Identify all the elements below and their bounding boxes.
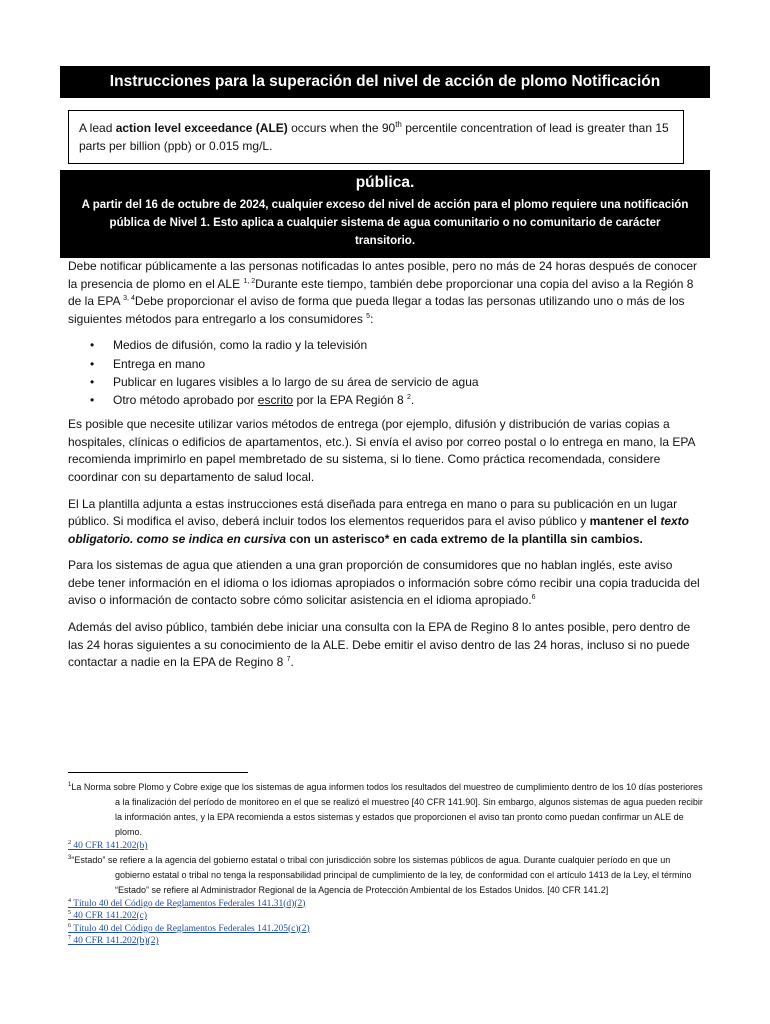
p5-end: . [290, 655, 294, 670]
p5-text: Además del aviso público, también debe iniciar una consulta con la EPA de Regino 8 lo antes posible, pero dentro de las 24 horas siguientes a su conocimiento de la ALE. Debe emitir el aviso dentro de las 24 horas, incluso si no puede contactar a nadie en la EPA de Regino 8 [68, 620, 691, 670]
footnote-number: 6 [68, 922, 71, 929]
p4-text: Para los sistemas de agua que atienden a una gran proporción de consumidores que no hablan inglés, este aviso debe tener información en el idioma o los idiomas apropiados o información sobre cómo recibir una copia traducida del aviso o información de contacto sobre cómo solicitar asistencia en el idioma apropiado. [68, 558, 700, 608]
list-item-end: . [410, 392, 415, 407]
paragraph-multiple-methods: Es posible que necesite utilizar varios métodos de entrega (por ejemplo, difusión y distribución de varias copias a hospitales, clínicas o edificios de apartamentos, etc.). Si envía el aviso por correo postal o lo entrega en mano, la EPA recomienda imprimirlo en papel membretado de su sistema, si lo tiene. Como práctica recomendada, considere coordinar con su departamento de salud local. [68, 417, 695, 484]
page-title-text: Instrucciones para la superación del nivel de acción de plomo Notificación [109, 73, 661, 90]
p1-text-c: Debe proporcionar el aviso de forma que pueda llegar a todas las personas utilizando uno o más de los siguientes métodos para entregarlo a los consumidores [68, 294, 685, 326]
footnote-number: 7 [68, 934, 71, 941]
footnote-ref-3-4[interactable]: 3, 4 [123, 295, 135, 303]
notice-heading: pública. [355, 174, 415, 191]
list-item-text-post: por la EPA Región 8 [293, 392, 407, 407]
footnote-number: 3 [68, 854, 72, 861]
paragraph-language [68, 557, 702, 610]
list-item [68, 337, 702, 355]
definition-term: action level exceedance (ALE) [115, 121, 288, 135]
footnote-5 [68, 910, 704, 923]
footnote-ref-6[interactable]: 6 [531, 594, 536, 602]
p3-text-a: El La plantilla adjunta a estas instrucciones está diseñada para entrega en mano o para su publicación en un lugar público. Si modifica el aviso, deberá incluir todos los elementos requeridos para el aviso público y [68, 496, 678, 529]
bullet-icon: • [90, 374, 95, 389]
footnote-6 [68, 923, 704, 936]
definition-post: percentile concentration of lead is greater than 15 parts per billion (ppb) or 0.015 mg/L. [79, 121, 669, 153]
list-item [68, 356, 702, 374]
footnote-number: 5 [68, 909, 71, 916]
footnote-4 [68, 898, 704, 911]
footnote-link[interactable]: 40 CFR 141.202(b)(2) [73, 936, 159, 946]
footnote-ref-7[interactable]: 7 [286, 656, 291, 664]
definition-box [68, 110, 684, 164]
notice-text: A partir del 16 de octubre de 2024, cualquier exceso del nivel de acción para el plomo requiere una notificación pública de Nivel 1. Esto aplica a cualquier sistema de agua comunitario o no comunitario de carácter transitorio. [81, 199, 689, 247]
footnote-link[interactable]: Título 40 del Código de Reglamentos Federales 141.31(d)(2) [73, 898, 306, 909]
paragraph-notify [68, 258, 702, 328]
paragraph-consultation [68, 619, 702, 672]
footnote-ref-2[interactable]: 2 [406, 393, 411, 401]
bullet-icon: • [90, 338, 95, 353]
list-item-text: Medios de difusión, como la radio y la televisión [113, 338, 368, 353]
footnote-3 [68, 853, 704, 898]
p3-bold-italic: texto obligatorio. como se indica en cursiva [68, 514, 689, 546]
footnote-1 [68, 780, 704, 840]
footnote-text: La Norma sobre Plomo y Cobre exige que los sistemas de agua informen todos los resultados del muestreo de cumplimiento dentro de los 10 días posteriores a la finalización del período de monitoreo en el que se realizó el muestreo [40 CFR 141.90]. Sin embargo, algunos sistemas de agua pueden recibir la información antes, y la EPA recomienda a estos sistemas y estados que proporcionen el aviso tan pronto como puedan confirmar un ALE de plomo. [71, 782, 703, 837]
list-item-text: Otro método aprobado por [113, 392, 258, 407]
list-item [68, 392, 702, 410]
p3-bold-b: mantener el [589, 514, 661, 529]
footnote-ref-5[interactable]: 5 [366, 312, 371, 320]
list-item [68, 374, 702, 392]
footnote-7 [68, 935, 704, 948]
footnote-divider [68, 772, 248, 773]
list-item-text: Publicar en lugares visibles a lo largo de su área de servicio de agua [113, 374, 479, 389]
paragraph-template [68, 496, 702, 549]
main-content [68, 258, 702, 681]
footnote-link[interactable]: 40 CFR 141.202(c) [73, 911, 147, 921]
p1-text-a: Debe notificar públicamente a las personas notificadas lo antes posible, pero no más de 24 horas después de conocer la presencia de plomo en el ALE [68, 259, 698, 291]
footnote-link[interactable]: Título 40 del Código de Reglamentos Federales 141.205(c)(2) [73, 923, 310, 934]
definition-mid: occurs when the 90 [287, 121, 396, 135]
footnote-2 [68, 840, 704, 853]
delivery-methods-list [68, 337, 702, 410]
definition-pre: A lead [79, 121, 116, 135]
p3-bold-d: con un asterisco* en cada extremo de la plantilla sin cambios. [286, 531, 643, 546]
p1-text-d: : [370, 311, 374, 326]
footnote-link[interactable]: 40 CFR 141.202(b) [73, 841, 148, 851]
footnote-number: 4 [68, 897, 71, 904]
underlined-word: escrito [257, 392, 294, 407]
list-item-text: Entrega en mano [113, 356, 206, 371]
footnote-number: 1 [68, 782, 72, 788]
bullet-icon: • [90, 356, 95, 371]
footnote-text: “Estado” se refiere a la agencia del gobierno estatal o tribal con jurisdicción sobre los sistemas públicos de agua. Durante cualquier período en que un gobierno estatal o tribal no tenga la responsabilidad principal de cumplimiento de la ley, de conformidad con el artículo 1413 de la Ley, el término “Estado” se refiere al Administrador Regional de la Agencia de Protección Ambiental de los Estados Unidos. [40 CFR 141.2] [71, 854, 692, 895]
footnote-ref-1-2[interactable]: 1, 2 [243, 277, 256, 285]
footnotes [68, 780, 704, 948]
p1-text-b: Durante este tiempo, también debe proporcionar una copia del aviso a la Región 8 de la EPA [68, 276, 694, 309]
footnote-number: 2 [68, 839, 71, 846]
page-title [60, 66, 710, 98]
notice-banner [60, 170, 710, 258]
definition-sup: th [395, 120, 402, 129]
bullet-icon: • [90, 392, 95, 407]
